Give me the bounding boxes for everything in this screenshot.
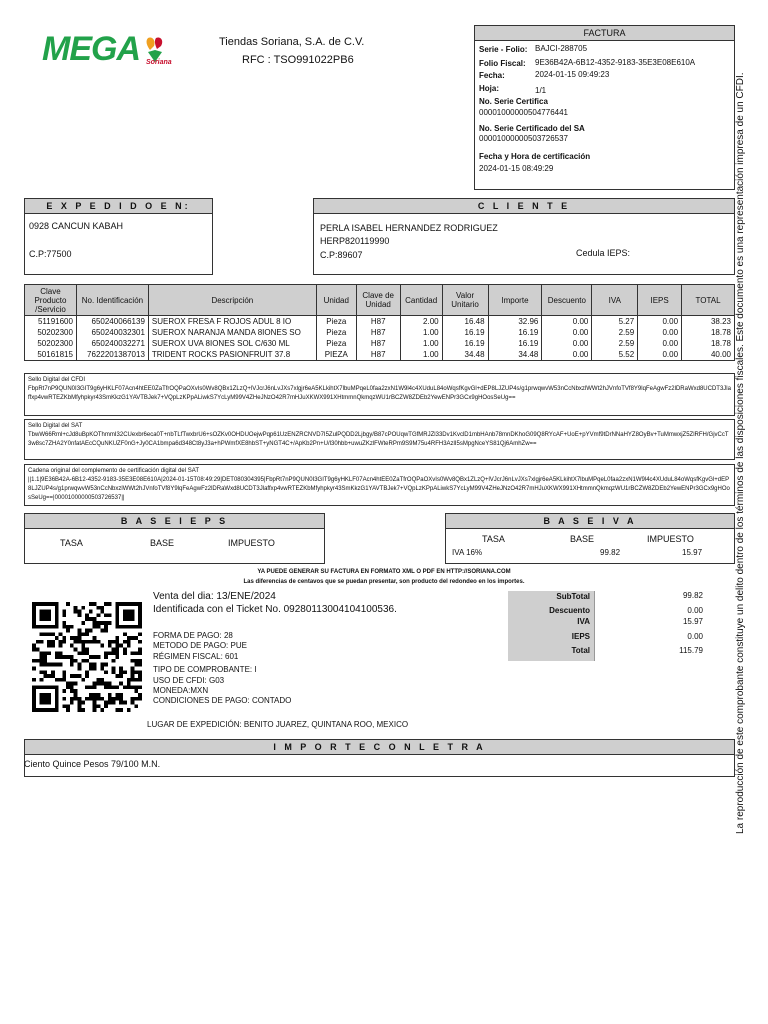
table-cell: 1.00 xyxy=(400,349,442,361)
qr-code-icon xyxy=(32,601,142,713)
no-serie-label: No. Serie Certifica xyxy=(479,97,548,106)
table-cell: 0.00 xyxy=(638,316,682,328)
table-cell: 0.00 xyxy=(638,349,682,361)
table-cell: Pieza xyxy=(316,316,356,328)
iva-label: IVA xyxy=(577,617,590,626)
sello-cfdi-title: Sello Digital del CFDI xyxy=(28,377,86,383)
table-cell: H87 xyxy=(356,349,400,361)
iva-tasa-header: TASA xyxy=(482,534,505,544)
ieps-value: 0.00 xyxy=(687,632,703,641)
cliente-title: C L I E N T E xyxy=(314,199,734,214)
base-ieps-title: B A S E I E P S xyxy=(25,514,324,529)
table-cell: 2.59 xyxy=(592,338,638,349)
pago-item: FORMA DE PAGO: 28 xyxy=(153,631,233,640)
base-ieps-box xyxy=(24,513,325,564)
table-cell: TRIDENT ROCKS PASIONFRUIT 37.8 xyxy=(148,349,316,361)
notice-line2: Las diferencias de centavos que se puedan presentar, son producto del redondeo en los importes. xyxy=(243,579,525,585)
table-cell: 50161815 xyxy=(25,349,77,361)
table-cell: 0.00 xyxy=(542,338,592,349)
table-cell: 38.23 xyxy=(682,316,735,328)
base-iva-box xyxy=(445,513,735,564)
ieps-impuesto-header: IMPUESTO xyxy=(228,538,275,548)
table-cell: 0.00 xyxy=(542,316,592,328)
pago-item: MONEDA:MXN xyxy=(153,686,209,696)
descuento-value: 0.00 xyxy=(687,606,703,615)
importe-letra-box xyxy=(24,739,735,777)
items-header-2: Descripción xyxy=(148,285,316,316)
items-header-10: IEPS xyxy=(638,285,682,316)
sello-sat-title: Sello Digital del SAT xyxy=(28,423,83,429)
descuento-label: Descuento xyxy=(549,606,590,615)
cadena-original xyxy=(24,464,735,506)
notice-line1: YA PUEDE GENERAR SU FACTURA EN FORMATO XML O PDF EN HTTP://SORIANA.COM xyxy=(257,569,511,575)
importe-letra-title: I M P O R T E C O N L E T R A xyxy=(25,740,734,755)
cadena-title: Cadena original del complemento de certificación digital del SAT xyxy=(28,468,199,474)
cliente-ieps: Cedula IEPS: xyxy=(576,248,631,258)
items-header-7: Importe xyxy=(488,285,542,316)
items-header-8: Descuento xyxy=(542,285,592,316)
table-cell: SUEROX FRESA F ROJOS ADUL 8 IO xyxy=(148,316,316,328)
iva-row-tasa: IVA 16% xyxy=(452,548,483,557)
table-row xyxy=(25,338,735,349)
items-header-4: Clave de Unidad xyxy=(356,285,400,316)
total-label: Total xyxy=(571,646,590,655)
soriana-logo-text: Soriana xyxy=(146,59,172,66)
items-header-5: Cantidad xyxy=(400,285,442,316)
table-cell: H87 xyxy=(356,338,400,349)
company-name: Tiendas Soriana, S.A. de C.V. xyxy=(219,36,365,48)
table-cell: 650240032301 xyxy=(76,327,148,338)
cadena-text: ||1.1|9E36B42A-6B12-4352-9183-35E3E08E610A|2024-01-15T08:49:29|DET080304395|FbpRt7nP9QUN0I3GIT9g6yHKLF07Acn4htEE0ZaTfrOQPaOXvIs0Wv8QBx1ZLzQ+lVJcrJ6nLvJXs7xlgjr6eA5KLkihtX7lbuMPqeL0faa2zxN1W9l4c4XUduL84oWqsfKgvGl+dEP8LJZUP4s/g1prwqwvW53nCcNbxzlWWt2hJVnfoTVf8Y9lqFeAgwFz2lDRaWxd8UCDT3Jlaffxp4vwRTEZKbMfyhpkyr43SmKkzG1YAVTBJek7+VQpLzKPpALiwkS7YcLyM99V4ZHeJNzO42R7mHJuXKWX991XHtmmnQkmqzWU1rBCZW8ZDEb2YewENPr3GCx9gHOosSeUg==|00001000000503726537|| xyxy=(28,477,730,501)
hoja-label: Hoja: xyxy=(479,84,499,93)
table-cell: 0.00 xyxy=(542,327,592,338)
table-cell: 16.19 xyxy=(488,327,542,338)
items-header-6: Valor Unitario xyxy=(442,285,488,316)
table-cell: 1.00 xyxy=(400,338,442,349)
table-cell: 32.96 xyxy=(488,316,542,328)
cliente-name: PERLA ISABEL HERNANDEZ RODRIGUEZ xyxy=(320,223,498,233)
table-cell: PIEZA xyxy=(316,349,356,361)
no-serie-sa-value: 00001000000503726537 xyxy=(479,134,568,143)
no-serie-sa-label: No. Serie Certificado del SA xyxy=(479,124,585,133)
serie-value: BAJCI-288705 xyxy=(535,44,588,53)
venta-dia: Venta del dia: 13/ENE/2024 xyxy=(153,591,276,602)
table-cell: H87 xyxy=(356,327,400,338)
table-cell: 16.19 xyxy=(442,338,488,349)
table-cell: 34.48 xyxy=(488,349,542,361)
ieps-tasa-header: TASA xyxy=(60,538,83,548)
subtotal-label: SubTotal xyxy=(556,592,590,601)
table-cell: 51191600 xyxy=(25,316,77,328)
iva-base-header: BASE xyxy=(570,534,595,544)
table-cell: Pieza xyxy=(316,338,356,349)
table-cell: 16.48 xyxy=(442,316,488,328)
table-cell: 50202300 xyxy=(25,327,77,338)
table-cell: SUEROX NARANJA MANDA 8IONES SO xyxy=(148,327,316,338)
table-cell: 34.48 xyxy=(442,349,488,361)
table-cell: 7622201387013 xyxy=(76,349,148,361)
items-header-1: No. Identificación xyxy=(76,285,148,316)
no-serie-value: 00001000000504776441 xyxy=(479,108,568,117)
subtotal-value: 99.82 xyxy=(682,591,703,600)
expedido-line1: 0928 CANCUN KABAH xyxy=(29,221,124,231)
pago-item: CONDICIONES DE PAGO: CONTADO xyxy=(153,696,292,706)
factura-title: FACTURA xyxy=(475,26,734,41)
serie-label: Serie - Folio: xyxy=(479,45,528,54)
side-legal-text: La reproducción de este comprobante constituye un delito dentro de los términos de las disposiciones fiscales. Este documento es una representación impresa de un CFDI. xyxy=(735,72,746,834)
base-iva-title: B A S E I V A xyxy=(446,514,734,529)
iva-impuesto-header: IMPUESTO xyxy=(647,534,694,544)
importe-letra-text: Ciento Quince Pesos 79/100 M.N. xyxy=(24,759,161,769)
sello-cfdi-text: FbpRt7nP9QUN0I3GIT9g6yHKLF07Acn4htEE0ZaTfrOQPaOXvIs0Wv8QBx1ZLzQ+lVJcrJ6nLvJXs7xlgjr6eA5KLkihtX7lbuMPqeL0faa2zxN1W9l4c4XUduL84oWqsfKgvGl+dEP8LJZUP4s/g1prwqwvW53nCcNbxzlWWt2hJVnfoTVf8Y9lqFeAgwFz2lDRaWxd8UCDT3Jlaffxp4vwRTEZKbMfyhpkyr43SmKkzG1YAVTBJek7+VQpLzKPpALiwkS7YcLyM99V4ZHeJNzO42R7mHJuXKWX991XHtmmnQkmqzWU1rBCZW8ZDEb2YewENPr3GCx9gHOosSeUg== xyxy=(28,386,731,401)
total-value: 115.79 xyxy=(679,646,703,655)
pago-item: RÉGIMEN FISCAL: 601 xyxy=(153,651,239,661)
table-cell: 2.59 xyxy=(592,327,638,338)
cliente-rfc: HERP820119990 xyxy=(320,236,390,246)
cliente-cp: C.P:89607 xyxy=(320,250,363,260)
sello-cfdi xyxy=(24,373,735,416)
table-cell: Pieza xyxy=(316,327,356,338)
expedido-title: E X P E D I D O E N: xyxy=(25,199,212,214)
table-cell: 0.00 xyxy=(638,338,682,349)
table-row xyxy=(25,349,735,361)
cert-value: 2024-01-15 08:49:29 xyxy=(479,164,554,173)
table-cell: 2.00 xyxy=(400,316,442,328)
expedido-cp: C.P:77500 xyxy=(29,249,72,259)
cert-label: Fecha y Hora de certificación xyxy=(479,152,591,161)
table-cell: 1.00 xyxy=(400,327,442,338)
iva-row-impuesto: 15.97 xyxy=(682,548,703,557)
table-cell: 18.78 xyxy=(682,338,735,349)
expedido-box xyxy=(24,198,213,275)
ieps-base-header: BASE xyxy=(150,538,175,548)
table-cell: 5.52 xyxy=(592,349,638,361)
factura-box xyxy=(474,25,735,190)
table-cell: SUEROX UVA 8IONES SOL C/630 ML xyxy=(148,338,316,349)
table-row xyxy=(25,316,735,328)
fecha-value: 2024-01-15 09:49:23 xyxy=(535,70,610,79)
pago-item: USO DE CFDI: G03 xyxy=(153,675,225,685)
fecha-label: Fecha: xyxy=(479,71,505,80)
table-cell: 16.19 xyxy=(442,327,488,338)
items-header-0: Clave Producto /Servicio xyxy=(25,285,77,316)
ieps-label: IEPS xyxy=(571,632,590,641)
hoja-value: 1/1 xyxy=(535,86,547,95)
iva-value: 15.97 xyxy=(682,617,703,626)
pago-item: TIPO DE COMPROBANTE: I xyxy=(153,665,257,675)
pago-item: METODO DE PAGO: PUE xyxy=(153,641,247,651)
company-rfc: RFC : TSO991022PB6 xyxy=(242,54,354,66)
table-cell: 40.00 xyxy=(682,349,735,361)
pago-details xyxy=(153,631,291,707)
folio-value: 9E36B42A-6B12-4352-9183-35E3E08E610A xyxy=(535,58,696,67)
table-cell: 0.00 xyxy=(638,327,682,338)
items-table xyxy=(24,284,735,361)
table-row xyxy=(25,327,735,338)
sello-sat-text: TbwW66Rml+cJd8uBpKOThmmI32CUexbr6eca0T+nbTLfTwxbrU6+sOZKv0OHDUOejwPqp61UzENZRCNVD7I5ZulPQDD2Ljbgy/B87cPOUqwTGfMRJZl33Dv1KvclD1mbHAnb78mnDKhoG09Q8RYcAF+UoE+pYVmf9tDrNNaHYZ8OyBv+TuMmwxjZ5ZlRFH/GjvCcT3w8sc7ZHA2Y0nfatAEcCQuNKUZF0nG+Jy0CA1bmpa6d348Ct8yJ3a+hPWmfXE8hbST+yNGT4C+/ApKb2Pn+U/l30hbb+uwuZKzlFWteRPm9S9M75u4RFH3AzlI5sMpgNceYS81Qj6AmhZw== xyxy=(28,432,729,447)
sello-sat xyxy=(24,419,735,460)
table-cell: H87 xyxy=(356,316,400,328)
items-header-9: IVA xyxy=(592,285,638,316)
table-cell: 50202300 xyxy=(25,338,77,349)
table-cell: 0.00 xyxy=(542,349,592,361)
mega-logo: MEGA xyxy=(42,30,140,68)
lugar-expedicion: LUGAR DE EXPEDICIÓN: BENITO JUAREZ, QUINTANA ROO, MEXICO xyxy=(147,720,409,729)
table-cell: 5.27 xyxy=(592,316,638,328)
table-cell: 18.78 xyxy=(682,327,735,338)
venta-ticket: Identificada con el Ticket No. 09280113004104100536. xyxy=(153,604,397,615)
cliente-box xyxy=(313,198,735,275)
table-cell: 16.19 xyxy=(488,338,542,349)
table-cell: 650240066139 xyxy=(76,316,148,328)
table-cell: 650240032271 xyxy=(76,338,148,349)
items-header-3: Unidad xyxy=(316,285,356,316)
iva-row-base: 99.82 xyxy=(600,548,621,557)
folio-label: Folio Fiscal: xyxy=(479,59,526,68)
items-header-11: TOTAL xyxy=(682,285,735,316)
